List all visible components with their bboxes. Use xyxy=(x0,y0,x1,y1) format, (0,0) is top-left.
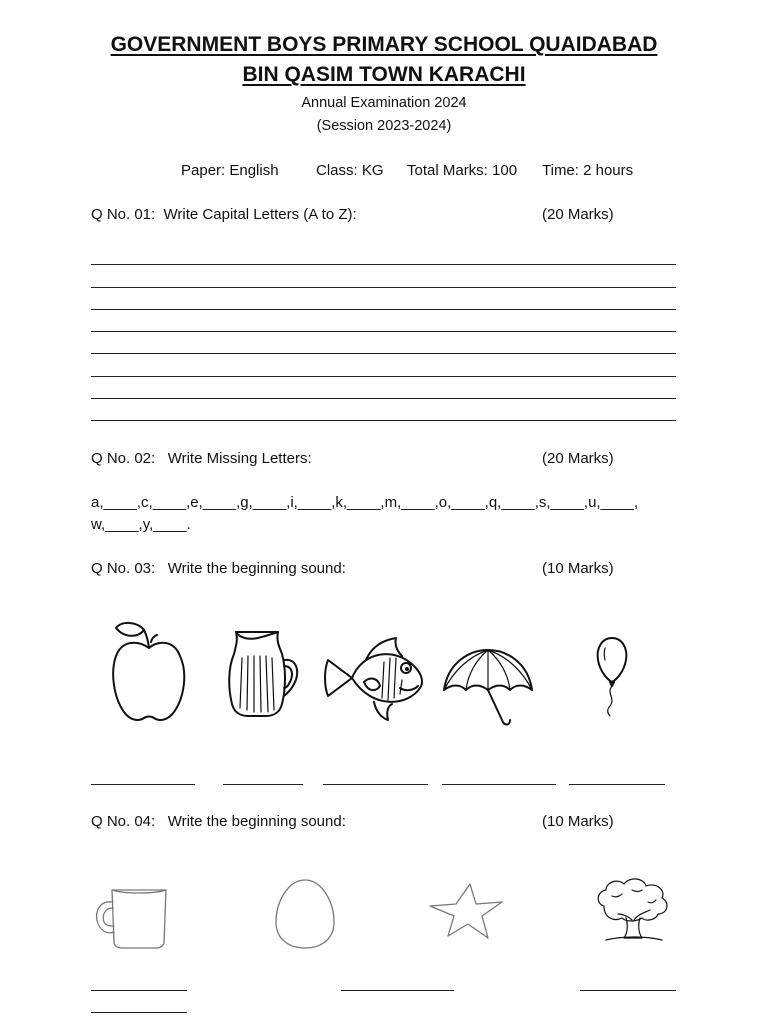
missing-letters-line-2[interactable]: w,____,y,____. xyxy=(91,516,191,533)
writing-line[interactable] xyxy=(91,398,676,399)
session-label: (Session 2023-2024) xyxy=(316,118,452,134)
total-marks: Total Marks: 100 xyxy=(407,162,518,179)
writing-line[interactable] xyxy=(91,353,676,354)
time-allowed: Time: 2 hours xyxy=(542,162,634,179)
balloon-icon xyxy=(592,634,632,718)
answer-blank[interactable] xyxy=(580,990,676,991)
tree-icon xyxy=(592,876,672,946)
question-3-marks: (10 Marks) xyxy=(542,560,614,577)
answer-blank[interactable] xyxy=(569,784,665,785)
school-name: GOVERNMENT BOYS PRIMARY SCHOOL QUAIDABAD xyxy=(110,33,658,56)
mug-icon xyxy=(94,886,172,950)
question-2-marks: (20 Marks) xyxy=(542,450,614,467)
jug-icon xyxy=(228,628,300,720)
paper-subject: Paper: English xyxy=(181,162,279,179)
missing-letters-line-1[interactable]: a,____,c,____,e,____,g,____,i,____,k,____,m,____,o,____,q,____,s,____,u,____, xyxy=(91,494,639,511)
answer-blank[interactable] xyxy=(323,784,428,785)
writing-line[interactable] xyxy=(91,309,676,310)
fish-icon xyxy=(322,632,428,724)
answer-blank[interactable] xyxy=(223,784,303,785)
question-1-label: Q No. 01: Write Capital Letters (A to Z): xyxy=(91,206,357,223)
writing-line[interactable] xyxy=(91,331,676,332)
answer-blank[interactable] xyxy=(91,1012,187,1013)
question-3-label: Q No. 03: Write the beginning sound: xyxy=(91,560,346,577)
writing-line[interactable] xyxy=(91,420,676,421)
question-4-label: Q No. 04: Write the beginning sound: xyxy=(91,813,346,830)
egg-icon xyxy=(272,876,338,952)
answer-blank[interactable] xyxy=(442,784,556,785)
exam-title: Annual Examination 2024 xyxy=(301,95,467,111)
answer-blank[interactable] xyxy=(91,784,195,785)
question-1-marks: (20 Marks) xyxy=(542,206,614,223)
umbrella-icon xyxy=(440,646,536,728)
question-2-label: Q No. 02: Write Missing Letters: xyxy=(91,450,312,467)
apple-icon xyxy=(108,618,190,724)
writing-line[interactable] xyxy=(91,264,676,265)
answer-blank[interactable] xyxy=(91,990,187,991)
answer-blank[interactable] xyxy=(341,990,454,991)
class-label: Class: KG xyxy=(316,162,384,179)
star-icon xyxy=(426,880,506,942)
writing-line[interactable] xyxy=(91,376,676,377)
question-4-marks: (10 Marks) xyxy=(542,813,614,830)
school-location: BIN QASIM TOWN KARACHI xyxy=(242,63,526,86)
writing-line[interactable] xyxy=(91,287,676,288)
